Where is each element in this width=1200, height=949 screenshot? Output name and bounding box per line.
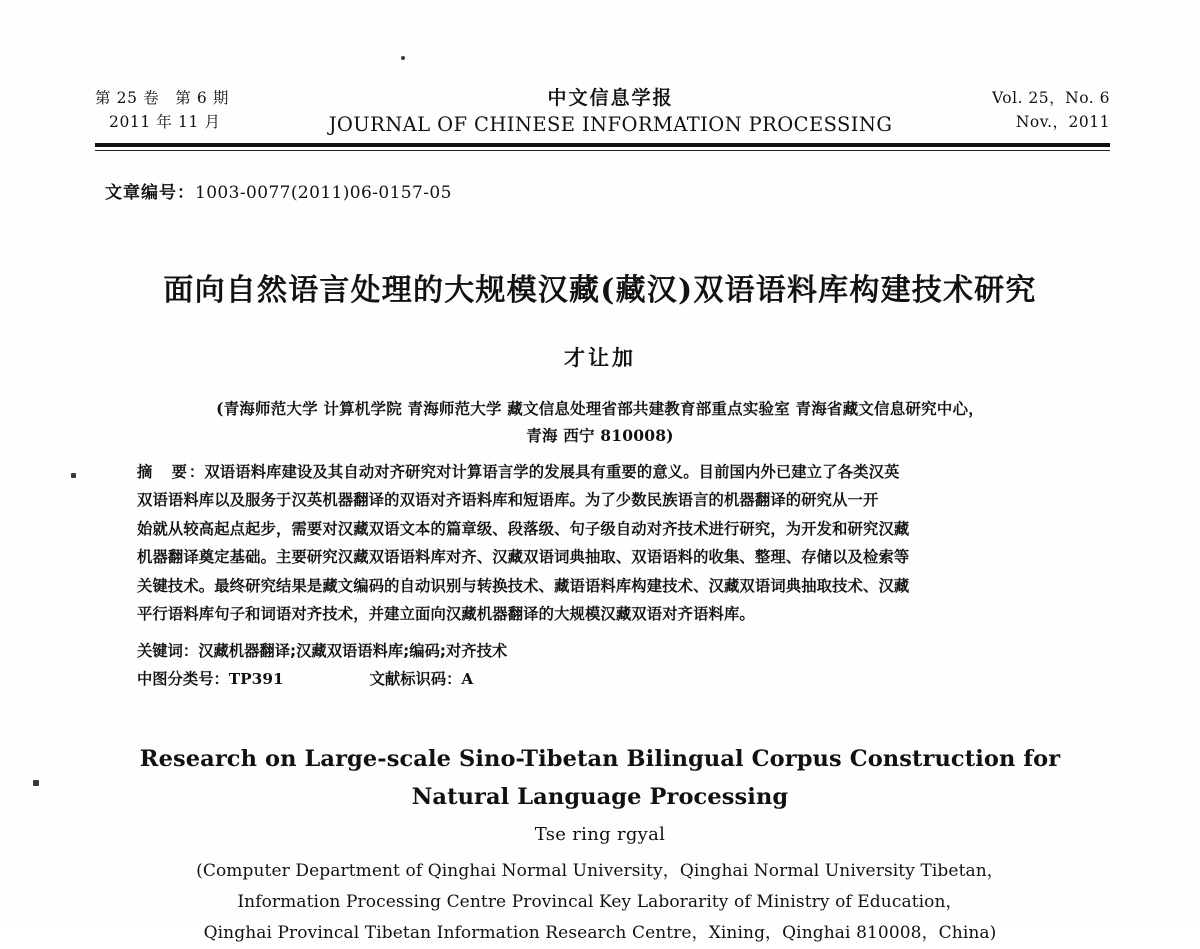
keywords-label: 关键词： (137, 642, 199, 660)
header-date-en: Nov.，2011 (1015, 113, 1110, 132)
abstract-line-3: 始就从较高起点起步，需要对汉藏双语文本的篇章级、段落级、句子级自动对齐技术进行研究，为开发和研究汉藏 (137, 519, 910, 538)
journal-name-en: JOURNAL OF CHINESE INFORMATION PROCESSING (328, 112, 893, 136)
abstract-colon: ： (188, 463, 205, 481)
affiliation-en-line-1: (Computer Department of Qinghai Normal University，Qinghai Normal University Tibetan， (196, 861, 1004, 881)
header-date-cn: 2011 年 11 月 (109, 113, 221, 132)
abstract-line-2: 双语语料库以及服务于汉英机器翻译的双语对齐语料库和短语库。为了少数民族语言的机器翻译的研究从一开 (137, 491, 879, 510)
article-metadata (137, 637, 1082, 694)
page-title-en (100, 740, 1100, 816)
article-number-value: 1003-0077(2011)06-0157-05 (195, 183, 452, 203)
header-rule-thick (95, 143, 1110, 147)
header-volume-issue: 第 25 卷 第 6 期 (95, 89, 229, 107)
affiliation-cn-line-2: 青海 西宁 810008) (526, 425, 674, 445)
author-en: Tse ring rgyal (534, 824, 666, 845)
abstract-line-4: 机器翻译奠定基础。主要研究汉藏双语语料库对齐、汉藏双语词典抽取、双语语料的收集、整理、存储以及检索等 (137, 548, 910, 567)
keywords-row (137, 637, 1082, 665)
abstract-line-6: 平行语料库句子和词语对齐技术，并建立面向汉藏机器翻译的大规模汉藏双语对齐语料库。 (137, 605, 755, 624)
scan-speck (33, 780, 39, 786)
abstract-label: 摘 要 (137, 463, 189, 481)
abstract-cn (137, 458, 1082, 628)
article-number (105, 178, 452, 203)
page-title-en-line-2: Natural Language Processing (411, 784, 789, 810)
author-cn: 才让加 (564, 345, 636, 370)
header-volume-date-en (992, 86, 1110, 134)
journal-title-block (229, 86, 992, 137)
journal-name-cn: 中文信息学报 (547, 87, 674, 109)
document-code-label: 文献标识码： (369, 670, 462, 689)
affiliation-en (100, 856, 1100, 949)
abstract-line-5: 关键技术。最终研究结果是藏文编码的自动识别与转换技术、藏语语料库构建技术、汉藏双语词典抽取技术、汉藏 (137, 576, 910, 595)
affiliation-cn-line-1: (青海师范大学 计算机学院 青海师范大学 藏文信息处理省部共建教育部重点实验室 青海省藏文信息研究中心， (216, 399, 984, 418)
affiliation-en-line-2: Information Processing Centre Provincal Key Laborarity of Ministry of Education， (237, 892, 963, 912)
header-volume-issue-en: Vol. 25，No. 6 (992, 89, 1110, 107)
scan-speck (71, 473, 76, 478)
clc-label: 中图分类号： (137, 670, 229, 689)
document-code-value: A (461, 670, 474, 689)
keywords-value: 汉藏机器翻译;汉藏双语语料库;编码;对齐技术 (198, 642, 508, 660)
abstract-text-1: 双语语料库建设及其自动对齐研究对计算语言学的发展具有重要的意义。目前国内外已建立了各类汉英 (204, 463, 900, 481)
header-volume-date (95, 86, 229, 134)
scan-speck (401, 56, 405, 60)
classification-row (137, 665, 1082, 693)
header-rule-thin (95, 150, 1110, 151)
article-number-label: 文章编号： (105, 183, 195, 203)
affiliation-en-line-3: Qinghai Provincal Tibetan Information Research Centre，Xining，Qinghai 810008，China) (203, 923, 997, 943)
clc-value: TP391 (228, 670, 284, 689)
page-title-en-line-1: Research on Large-scale Sino-Tibetan Bilingual Corpus Construction for (139, 746, 1061, 772)
page-title-cn: 面向自然语言处理的大规模汉藏(藏汉)双语语料库构建技术研究 (163, 273, 1037, 308)
affiliation-cn (140, 396, 1060, 449)
abstract-line-1 (137, 458, 1082, 486)
running-header (95, 86, 1110, 137)
